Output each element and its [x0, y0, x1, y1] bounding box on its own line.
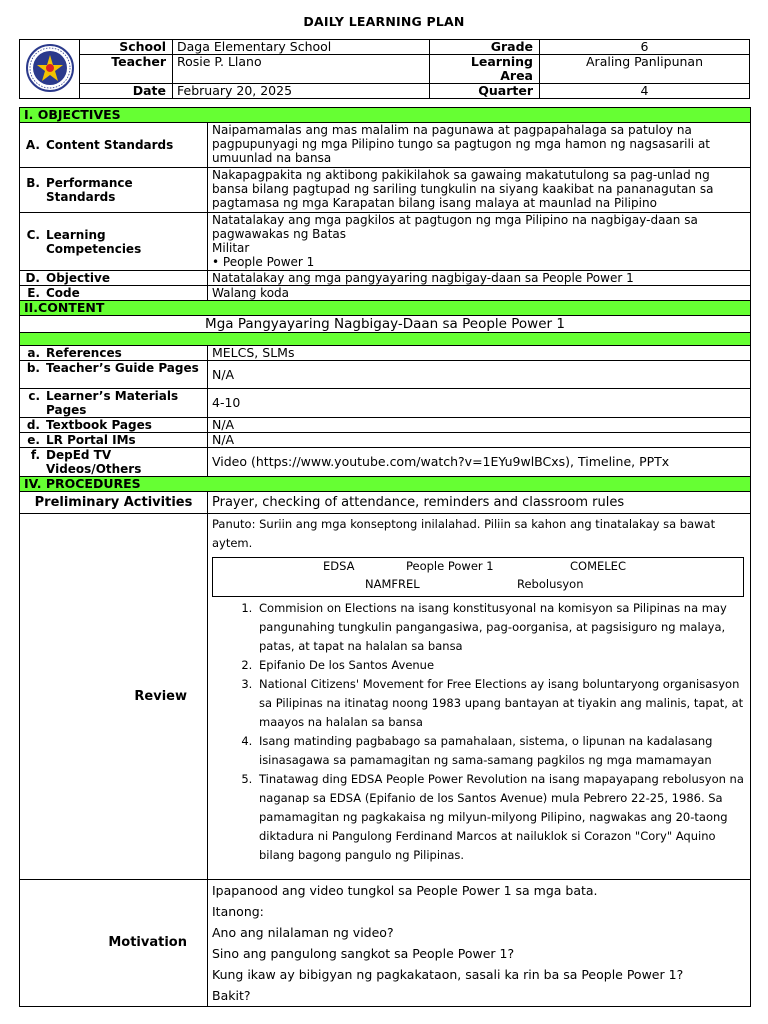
deped-seal-icon — [25, 43, 75, 93]
competency-line-2: Militar — [212, 241, 250, 255]
grade-value: 6 — [540, 40, 750, 55]
references-value: MELCS, SLMs — [208, 346, 751, 361]
choice-namfrel: NAMFREL — [365, 577, 420, 591]
choices-box — [212, 557, 744, 597]
green-divider — [20, 333, 751, 346]
review-content — [208, 514, 751, 880]
school-value: Daga Elementary School — [173, 40, 430, 55]
teachers-guide-value: N/A — [208, 361, 751, 389]
choice-comelec: COMELEC — [570, 559, 626, 573]
motivation-label: Motivation — [20, 880, 208, 1007]
learners-materials-value: 4-10 — [208, 389, 751, 418]
content-standards-text: Naipamamalas ang mas malalim na pagunawa at pagpapahalaga sa patuloy na pagpupunyagi ng mga Pilipino tungo sa pagtugon ng mga hamon ng nagsasarili at umuunlad na bansa — [208, 123, 751, 168]
review-label: Review — [20, 514, 208, 880]
learning-competencies-label: C. Learning Competencies — [20, 213, 208, 271]
motivation-line: Ipapanood ang video tungkol sa People Power 1 sa mga bata. — [212, 883, 598, 898]
motivation-line: Kung ikaw ay bibigyan ng pagkakataon, sasali ka rin ba sa People Power 1? — [212, 967, 684, 982]
review-instructions: Panuto: Suriin ang mga konseptong inilalahad. Piliin sa kahon ang tinatalakay sa bawat aytem. — [212, 517, 716, 550]
school-label: School — [80, 40, 173, 55]
motivation-content — [208, 880, 751, 1007]
preliminary-label: Preliminary Activities — [20, 492, 208, 514]
logo-cell — [20, 40, 80, 99]
list-item: 3. National Citizens' Movement for Free Elections ay isang boluntaryong organisasyon sa Pilipinas na itinatag noong 1983 upang bantayan at tiyakin ang malinis, tapat, at maayos na halalan sa bansa — [256, 675, 746, 732]
content-heading: II.CONTENT — [20, 301, 751, 316]
teacher-value: Rosie P. Llano — [173, 55, 430, 84]
performance-standards-label: B. Performance Standards — [20, 168, 208, 213]
choice-people-power: People Power 1 — [406, 559, 494, 573]
motivation-line: Sino ang pangulong sangkot sa People Power 1? — [212, 946, 515, 961]
competency-line: Natatalakay ang mga pagkilos at pagtugon ng mga Pilipino na nagbigay-daan sa pagwawakas ng Batas — [212, 213, 698, 241]
objective-text: Natatalakay ang mga pangyayaring nagbigay-daan sa People Power 1 — [208, 271, 751, 286]
learners-materials-label: c. Learner’s Materials Pages — [20, 389, 208, 418]
deped-tv-label: f. DepEd TV Videos/Others — [20, 448, 208, 477]
teachers-guide-label: b. Teacher’s Guide Pages — [20, 361, 208, 389]
competency-bullet: • People Power 1 — [212, 255, 315, 269]
date-label: Date — [80, 84, 173, 99]
objectives-heading: I. OBJECTIVES — [20, 108, 751, 123]
preliminary-value: Prayer, checking of attendance, reminders and classroom rules — [208, 492, 751, 514]
code-label: E. Code — [20, 286, 208, 301]
performance-standards-text: Nakapagpakita ng aktibong pakikilahok sa gawaing makatutulong sa pag-unlad ng bansa bilang pagtupad ng sariling tungkulin na siyang kaakibat na pananagutan sa pagtamasa ng mga Karapatan bilang isang malaya at maunlad na Pilipino — [208, 168, 751, 213]
learning-area-value: Araling Panlipunan — [540, 55, 750, 84]
grade-label: Grade — [430, 40, 540, 55]
document-title: DAILY LEARNING PLAN — [303, 14, 465, 29]
choice-rebolusyon: Rebolusyon — [517, 577, 584, 591]
motivation-line: Itanong: — [212, 904, 264, 919]
list-item: 2. Epifanio De los Santos Avenue — [256, 656, 746, 675]
motivation-line: Bakit? — [212, 988, 251, 1003]
list-item: 1. Commision on Elections na isang konstitusyonal na komisyon sa Pilipinas na may pangunahing tungkulin pangangasiwa, pag-oorganisa, at pagsisiguro ng malaya, patas, at tapat na halalan sa bansa — [256, 599, 746, 656]
date-value: February 20, 2025 — [173, 84, 430, 99]
motivation-line: Ano ang nilalaman ng video? — [212, 925, 394, 940]
list-item: 5. Tinatawag ding EDSA People Power Revolution na isang mapayapang rebolusyon na naganap sa EDSA (Epifanio de los Santos Avenue) mula Pebrero 22-25, 1986. Sa pamamagitan ng pagkakaisa ng milyun-milyong Pilipino, nagwakas ang 20-taong diktadura ni Pangulong Ferdinand Marcos at nailuklok si Corazon "Cory" Aquino bilang bagong pangulo ng Pilipinas. — [256, 770, 746, 865]
review-items-list — [256, 599, 746, 865]
textbook-value: N/A — [208, 418, 751, 433]
learning-area-label: Learning Area — [430, 55, 540, 84]
quarter-label: Quarter — [430, 84, 540, 99]
choice-edsa: EDSA — [323, 559, 355, 573]
deped-tv-value: Video (https://www.youtube.com/watch?v=1EYu9wlBCxs), Timeline, PPTx — [208, 448, 751, 477]
quarter-value: 4 — [540, 84, 750, 99]
list-item: 4. Isang matinding pagbabago sa pamahalaan, sistema, o lipunan na kadalasang isinasagawa sa pamamagitan ng sama-samang pagkilos ng mga mamamayan — [256, 732, 746, 770]
lr-portal-value: N/A — [208, 433, 751, 448]
plan-table — [19, 107, 751, 1007]
references-label: a. References — [20, 346, 208, 361]
teacher-label: Teacher — [80, 55, 173, 84]
textbook-label: d. Textbook Pages — [20, 418, 208, 433]
lr-portal-label: e. LR Portal IMs — [20, 433, 208, 448]
header-table — [19, 39, 750, 99]
objective-label: D. Objective — [20, 271, 208, 286]
procedures-heading: IV. PROCEDURES — [20, 477, 751, 492]
content-standards-label: A. Content Standards — [20, 123, 208, 168]
learning-competencies-text — [208, 213, 751, 271]
topic-title: Mga Pangyayaring Nagbigay-Daan sa People Power 1 — [20, 316, 751, 333]
code-text: Walang koda — [208, 286, 751, 301]
